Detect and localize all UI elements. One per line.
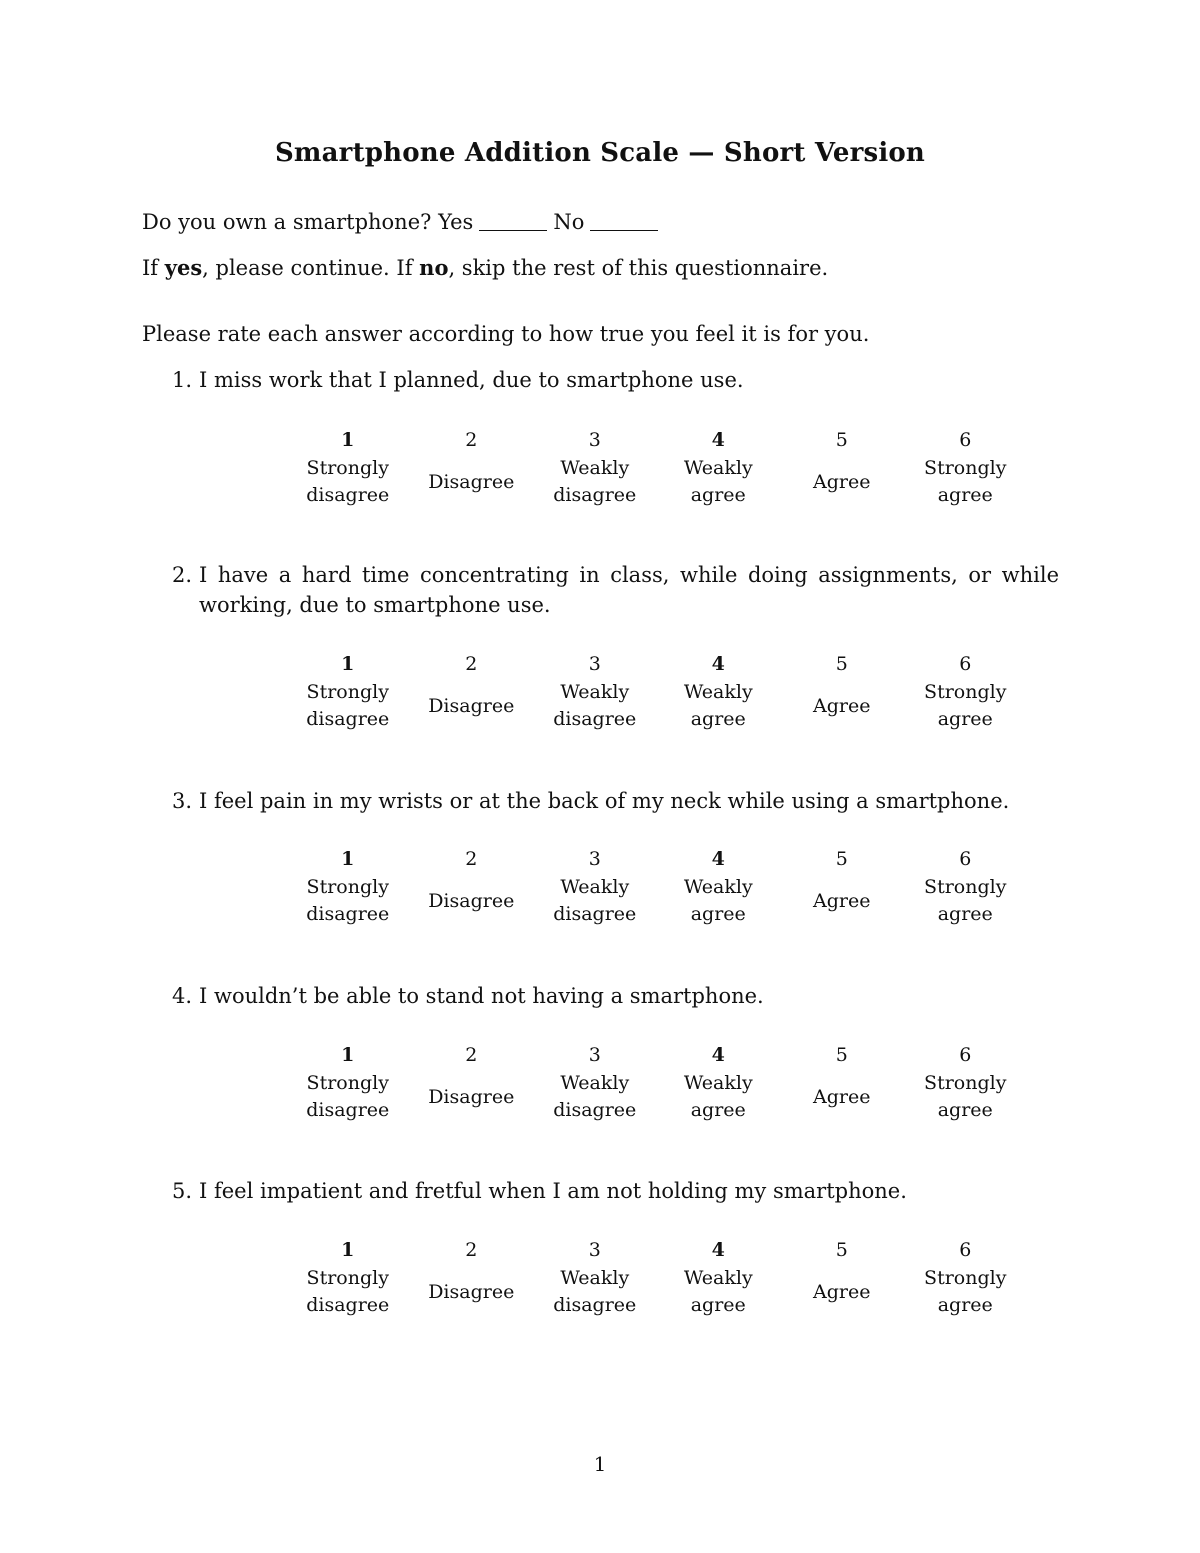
rating-number: 4 — [711, 1044, 725, 1066]
yes-blank[interactable] — [479, 230, 547, 231]
rating-number: 1 — [341, 1044, 355, 1066]
rating-label: Disagree — [428, 694, 515, 717]
rating-number: 2 — [465, 1044, 478, 1066]
question-2 — [162, 560, 1059, 620]
rating-option-4[interactable] — [657, 650, 781, 730]
question-4 — [162, 981, 1059, 1011]
rating-number: 6 — [959, 1239, 972, 1261]
rating-label: Strongly agree — [924, 876, 1007, 925]
rating-scale-2 — [286, 650, 1028, 730]
question-text: I have a hard time concentrating in class, while doing assignments, or while working, due to smartphone use. — [199, 563, 1059, 617]
rating-number: 3 — [588, 848, 601, 870]
rating-label: Weakly agree — [683, 681, 753, 730]
rating-label: Strongly disagree — [306, 876, 390, 925]
rating-label: Strongly disagree — [306, 1267, 390, 1316]
rating-number: 1 — [341, 848, 355, 870]
rating-number: 5 — [835, 1239, 848, 1261]
question-text: I feel impatient and fretful when I am not holding my smartphone. — [199, 1179, 907, 1203]
question-1 — [162, 365, 1059, 395]
rating-label: Weakly disagree — [553, 681, 637, 730]
rating-option-3[interactable] — [533, 426, 657, 506]
rating-prompt: Please rate each answer according to how true you feel it is for you. — [142, 322, 870, 346]
rating-number: 4 — [711, 653, 725, 675]
ownership-question-line — [142, 210, 664, 234]
no-label: No — [553, 210, 585, 234]
rating-label: Weakly agree — [683, 1267, 753, 1316]
rating-label: Disagree — [428, 470, 515, 493]
rating-option-4[interactable] — [657, 845, 781, 925]
rating-label: Agree — [813, 889, 871, 912]
rating-label: Strongly agree — [924, 1267, 1007, 1316]
rating-label: Strongly agree — [924, 1072, 1007, 1121]
rating-label: Agree — [813, 1085, 871, 1108]
ownership-question: Do you own a smartphone? — [142, 210, 432, 234]
rating-number: 1 — [341, 1239, 355, 1261]
rating-label: Weakly disagree — [553, 1072, 637, 1121]
rating-scale-5 — [286, 1236, 1028, 1316]
rating-number: 2 — [465, 653, 478, 675]
continue-text: , please continue. If — [202, 256, 413, 280]
page-number: 1 — [593, 1452, 607, 1476]
rating-option-4[interactable] — [657, 1041, 781, 1121]
rating-option-1[interactable] — [286, 426, 410, 506]
rating-option-5[interactable] — [780, 1041, 904, 1121]
rating-number: 5 — [835, 1044, 848, 1066]
rating-option-5[interactable] — [780, 1236, 904, 1316]
rating-number: 2 — [465, 429, 478, 451]
if-word: If — [142, 256, 159, 280]
rating-label: Weakly disagree — [553, 457, 637, 506]
rating-option-6[interactable] — [904, 1236, 1028, 1316]
rating-number: 5 — [835, 848, 848, 870]
rating-number: 3 — [588, 653, 601, 675]
rating-label: Agree — [813, 694, 871, 717]
rating-number: 3 — [588, 1239, 601, 1261]
rating-number: 3 — [588, 429, 601, 451]
rating-label: Strongly disagree — [306, 457, 390, 506]
rating-option-2[interactable] — [410, 845, 534, 925]
rating-label: Weakly agree — [683, 876, 753, 925]
rating-option-6[interactable] — [904, 1041, 1028, 1121]
question-text: I feel pain in my wrists or at the back of my neck while using a smartphone. — [199, 789, 1010, 813]
rating-option-6[interactable] — [904, 845, 1028, 925]
rating-option-2[interactable] — [410, 1236, 534, 1316]
question-text: I miss work that I planned, due to smartphone use. — [199, 368, 744, 392]
rating-option-3[interactable] — [533, 845, 657, 925]
rating-number: 2 — [465, 1239, 478, 1261]
rating-number: 2 — [465, 848, 478, 870]
rating-number: 3 — [588, 1044, 601, 1066]
rating-label: Strongly agree — [924, 681, 1007, 730]
rating-option-1[interactable] — [286, 650, 410, 730]
question-number: 1. — [171, 368, 192, 392]
rating-scale-1 — [286, 426, 1028, 506]
rating-option-1[interactable] — [286, 845, 410, 925]
rating-label: Weakly agree — [683, 1072, 753, 1121]
rating-label: Weakly disagree — [553, 1267, 637, 1316]
rating-option-2[interactable] — [410, 1041, 534, 1121]
rating-option-6[interactable] — [904, 650, 1028, 730]
rating-option-2[interactable] — [410, 650, 534, 730]
no-blank[interactable] — [590, 230, 658, 231]
rating-option-5[interactable] — [780, 426, 904, 506]
rating-label: Strongly agree — [924, 457, 1007, 506]
rating-option-3[interactable] — [533, 650, 657, 730]
question-number: 3. — [171, 789, 192, 813]
rating-number: 1 — [341, 429, 355, 451]
rating-label: Agree — [813, 1280, 871, 1303]
question-5 — [162, 1176, 1059, 1206]
page-title: Smartphone Addition Scale — Short Version — [274, 138, 926, 168]
yes-label: Yes — [438, 210, 474, 234]
rating-label: Agree — [813, 470, 871, 493]
rating-option-2[interactable] — [410, 426, 534, 506]
rating-label: Strongly disagree — [306, 681, 390, 730]
no-word: no — [419, 255, 449, 280]
rating-label: Weakly disagree — [553, 876, 637, 925]
rating-label: Strongly disagree — [306, 1072, 390, 1121]
rating-label: Disagree — [428, 1085, 515, 1108]
rating-label: Disagree — [428, 1280, 515, 1303]
rating-number: 4 — [711, 848, 725, 870]
rating-label: Weakly agree — [683, 457, 753, 506]
rating-number: 6 — [959, 653, 972, 675]
question-3 — [162, 786, 1059, 816]
yes-word: yes — [164, 255, 203, 280]
rating-option-4[interactable] — [657, 1236, 781, 1316]
rating-option-5[interactable] — [780, 650, 904, 730]
rating-option-6[interactable] — [904, 426, 1028, 506]
rating-option-3[interactable] — [533, 1041, 657, 1121]
rating-number: 5 — [835, 653, 848, 675]
rating-number: 6 — [959, 1044, 972, 1066]
rating-option-1[interactable] — [286, 1236, 410, 1316]
question-number: 5. — [171, 1179, 192, 1203]
question-text: I wouldn’t be able to stand not having a smartphone. — [199, 984, 764, 1008]
rating-option-1[interactable] — [286, 1041, 410, 1121]
question-number: 4. — [171, 984, 192, 1008]
rating-scale-3 — [286, 845, 1028, 925]
question-number: 2. — [171, 563, 192, 587]
rating-label: Disagree — [428, 889, 515, 912]
rating-option-5[interactable] — [780, 845, 904, 925]
skip-text: , skip the rest of this questionnaire. — [448, 256, 829, 280]
rating-option-4[interactable] — [657, 426, 781, 506]
rating-number: 6 — [959, 848, 972, 870]
rating-number: 4 — [711, 1239, 725, 1261]
rating-option-3[interactable] — [533, 1236, 657, 1316]
rating-scale-4 — [286, 1041, 1028, 1121]
rating-number: 1 — [341, 653, 355, 675]
rating-number: 5 — [835, 429, 848, 451]
rating-number: 6 — [959, 429, 972, 451]
rating-number: 4 — [711, 429, 725, 451]
skip-instruction — [142, 255, 828, 280]
